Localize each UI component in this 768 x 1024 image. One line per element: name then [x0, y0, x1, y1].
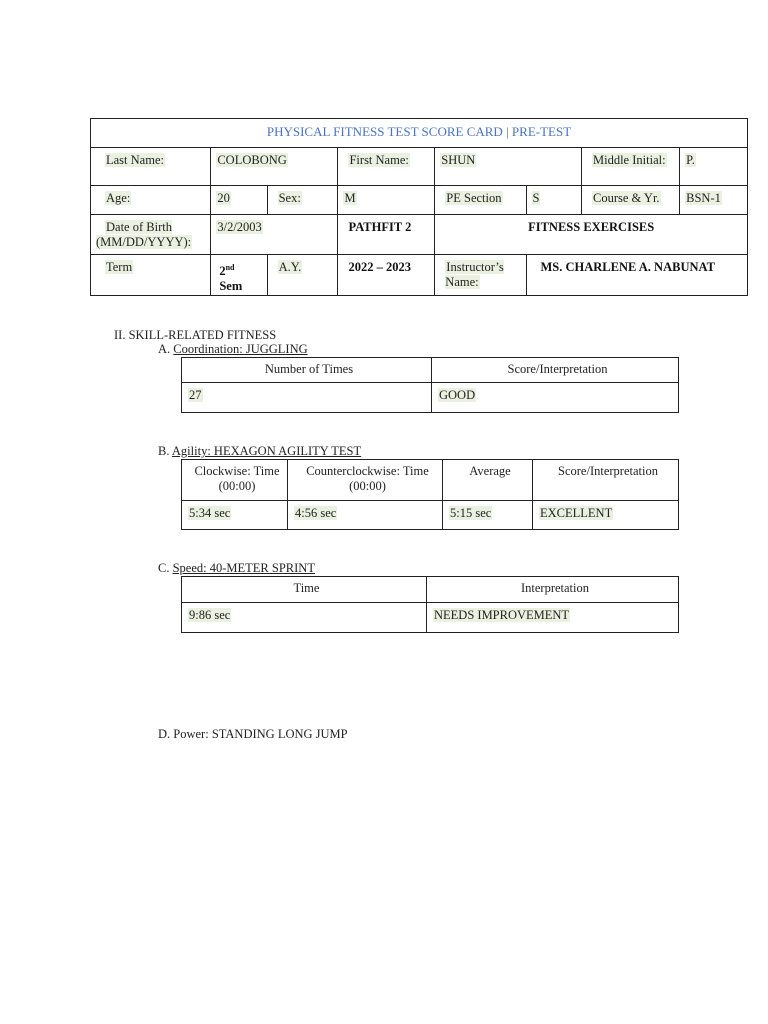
subsection-a-heading: A. Coordination: JUGGLING [158, 342, 308, 356]
last-name-value: COLOBONG [211, 148, 338, 186]
ay-value: 2022 – 2023 [338, 255, 435, 296]
table-header: Average [443, 460, 533, 501]
age-label: Age: [91, 186, 211, 215]
ay-label: A.Y. [267, 255, 338, 296]
table-header: Score/Interpretation [432, 358, 679, 383]
table-cell: GOOD [432, 383, 679, 413]
course-label: Course & Yr. [582, 186, 680, 215]
table-header: Clockwise: Time (00:00) [182, 460, 288, 501]
table-header: Counterclockwise: Time (00:00) [288, 460, 443, 501]
hexagon-table [181, 459, 679, 530]
fitness-exercises-label: FITNESS EXERCISES [435, 215, 748, 255]
subsection-d-heading: D. Power: STANDING LONG JUMP [158, 727, 348, 741]
juggling-table [181, 357, 679, 413]
first-name-value: SHUN [435, 148, 582, 186]
table-cell: 27 [182, 383, 432, 413]
middle-initial-value: P. [680, 148, 748, 186]
table-header: Score/Interpretation [533, 460, 679, 501]
table-cell: 9:86 sec [182, 603, 427, 633]
pathfit-label: PATHFIT 2 [338, 215, 435, 255]
dob-label: Date of Birth (MM/DD/YYYY): [91, 215, 211, 255]
table-cell: EXCELLENT [533, 501, 679, 530]
sex-label: Sex: [267, 186, 338, 215]
pe-section-value: S [526, 186, 582, 215]
sprint-table [181, 576, 679, 633]
sex-value: M [338, 186, 435, 215]
section-heading: II. SKILL-RELATED FITNESS [114, 328, 277, 342]
table-cell: 5:34 sec [182, 501, 288, 530]
table-header: Time [182, 577, 427, 603]
instructor-value: MS. CHARLENE A. NABUNAT [526, 255, 748, 296]
dob-value: 3/2/2003 [211, 215, 338, 255]
table-cell: 4:56 sec [288, 501, 443, 530]
table-cell: 5:15 sec [443, 501, 533, 530]
table-header: Interpretation [427, 577, 679, 603]
term-label: Term [91, 255, 211, 296]
table-cell: NEEDS IMPROVEMENT [427, 603, 679, 633]
subsection-b-heading: B. Agility: HEXAGON AGILITY TEST [158, 444, 362, 458]
subsection-c-heading: C. Speed: 40-METER SPRINT [158, 561, 315, 575]
last-name-label: Last Name: [91, 148, 211, 186]
course-value: BSN-1 [680, 186, 748, 215]
pe-section-label: PE Section [435, 186, 526, 215]
instructor-label: Instructor’s Name: [435, 255, 526, 296]
card-title: PHYSICAL FITNESS TEST SCORE CARD | PRE-TEST [91, 119, 748, 148]
score-card-table [90, 118, 748, 296]
first-name-label: First Name: [338, 148, 435, 186]
middle-initial-label: Middle Initial: [582, 148, 680, 186]
age-value: 20 [211, 186, 267, 215]
table-header: Number of Times [182, 358, 432, 383]
term-value: 2nd Sem [211, 255, 267, 296]
